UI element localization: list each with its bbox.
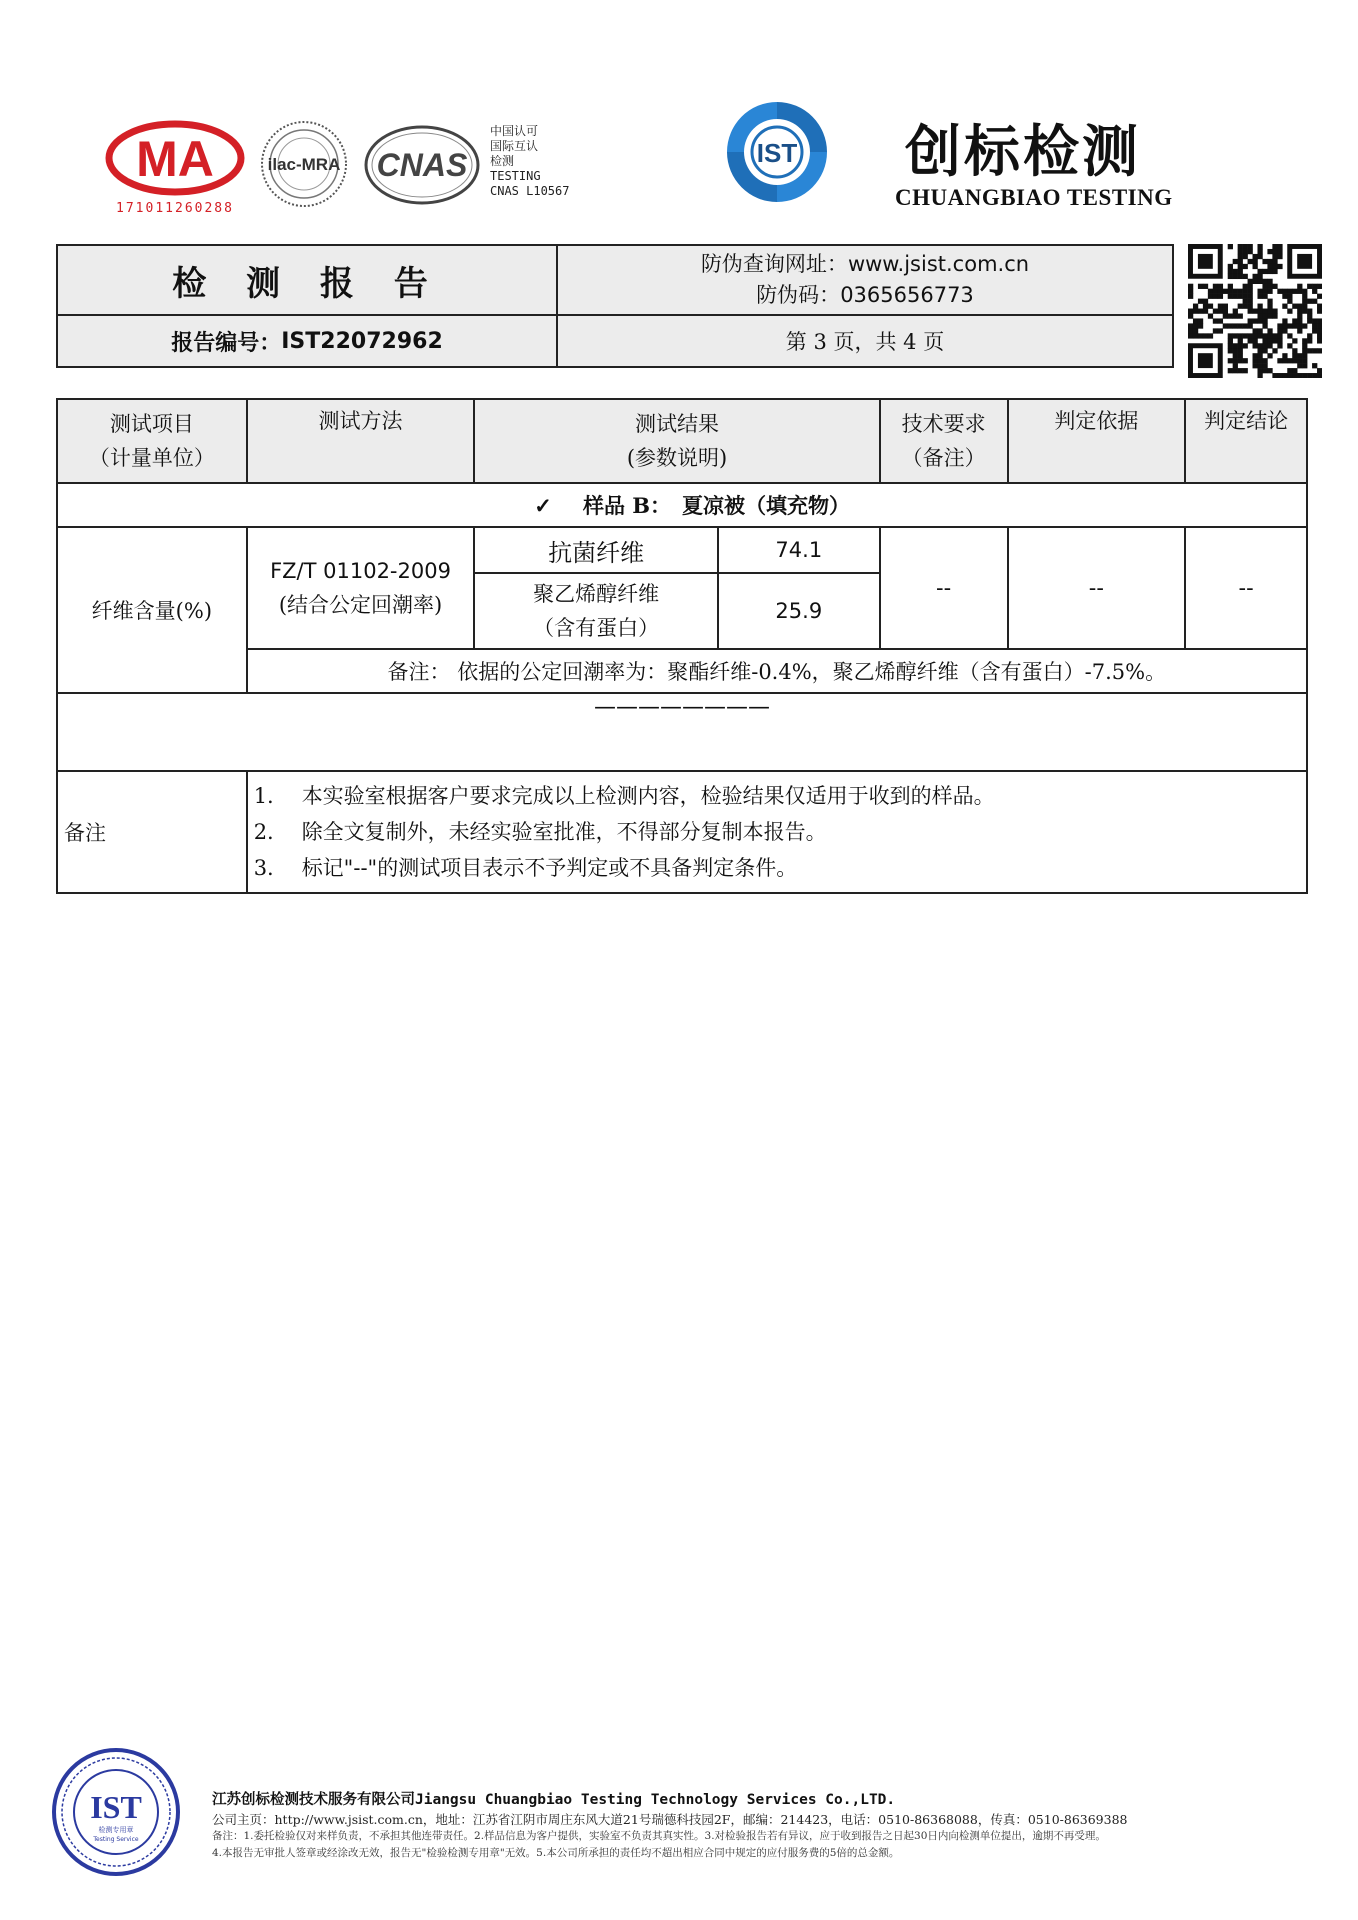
remarks-list: [247, 771, 1307, 893]
cnas-line: 中国认可: [490, 124, 539, 138]
list-number: 1.: [253, 784, 274, 808]
seal-text: IST: [90, 1789, 142, 1825]
column-header: 测试方法: [247, 399, 475, 483]
footer-notes-line: 4.本报告无审批人签章或经涂改无效，报告无"检验检测专用章"无效。5.本公司所承担的责任均不超出相应合同中规定的应付服务费的5倍的总金额。: [212, 1847, 900, 1859]
verify-code-line: [756, 280, 974, 311]
end-separator: [57, 693, 1307, 771]
cnas-line: CNAS L10567: [490, 184, 570, 198]
ilac-text: ilac-MRA: [267, 155, 341, 174]
cma-logo-text: MA: [136, 131, 214, 187]
verify-code: 0365656773: [840, 283, 974, 307]
list-number: 2.: [253, 820, 274, 844]
footer-contact: 公司主页：http://www.jsist.com.cn，地址：江苏省江阴市周庄东风大道21号瑞德科技园2F，邮编：214423，电话：0510-86368088，传真：0510-86369388: [212, 1812, 1128, 1827]
results-table: [56, 398, 1308, 894]
judgement-basis: --: [1008, 527, 1186, 649]
page-indicator: 第 3 页，共 4 页: [558, 316, 1172, 366]
cnas-text: CNAS: [376, 147, 468, 183]
test-item: 纤维含量(%): [57, 527, 247, 693]
verify-url-line: [701, 249, 1029, 280]
brand-name-en: CHUANGBIAO TESTING: [895, 185, 1173, 210]
cma-logo: [105, 118, 245, 218]
list-text: 标记"--"的测试项目表示不予判定或不具备判定条件。: [301, 856, 798, 880]
sample-label: 样品 B：: [582, 493, 672, 518]
verification-info: [558, 246, 1172, 316]
sample-cell: [57, 483, 1307, 527]
report-number: [58, 316, 558, 366]
report-header: [56, 244, 1174, 368]
ilac-mra-logo: [258, 118, 350, 210]
footer-company: 江苏创标检测技术服务有限公司Jiangsu Chuangbiao Testing Technology Services Co.,LTD.: [212, 1792, 896, 1808]
verify-url[interactable]: www.jsist.com.cn: [847, 252, 1030, 276]
separator-row: [57, 693, 1307, 771]
qr-code[interactable]: [1188, 244, 1322, 378]
table-header-row: [57, 399, 1307, 483]
cma-number: 171011260288: [116, 201, 234, 216]
list-text: 本实验室根据客户要求完成以上检测内容，检验结果仅适用于收到的样品。: [301, 784, 995, 808]
moisture-note: 备注： 依据的公定回潮率为：聚酯纤维-0.4%，聚乙烯醇纤维（含有蛋白）-7.5%。: [247, 649, 1307, 693]
column-header: 测试项目 （计量单位）: [57, 399, 247, 483]
cnas-line: TESTING: [490, 169, 541, 183]
technical-requirement: --: [880, 527, 1008, 649]
check-icon: ✓: [534, 493, 552, 518]
remarks-row: [57, 771, 1307, 893]
cnas-line: 检测: [490, 154, 515, 168]
ist-logo: [718, 96, 836, 208]
sample-row: [57, 483, 1307, 527]
cnas-accreditation-text: [490, 124, 569, 199]
seal-subtext: 检测专用章: [98, 1826, 134, 1834]
report-title: 检 测 报 告: [58, 246, 558, 316]
column-header: 判定结论: [1185, 399, 1307, 483]
column-header: 测试结果 (参数说明): [474, 399, 879, 483]
verify-code-label: 防伪码：: [756, 283, 841, 307]
list-item: [254, 814, 1306, 850]
judgement-conclusion: --: [1185, 527, 1307, 649]
list-item: [254, 850, 1306, 886]
footer-notes-line: 备注：1.委托检验仅对来样负责，不承担其他连带责任。2.样品信息为客户提供，实验室不负责其真实性。3.对检验报告若有异议，应于收到报告之日起30日内向检测单位提出，逾期不再受理。: [212, 1830, 1106, 1842]
separator-line: ————————: [594, 695, 770, 720]
test-method: FZ/T 01102-2009 (结合公定回潮率): [247, 527, 475, 649]
seal-en: Testing Service: [93, 1836, 139, 1843]
report-number-value: IST22072962: [281, 328, 443, 354]
brand-name-cn: 创标检测: [905, 119, 1141, 185]
list-text: 除全文复制外，未经实验室批准，不得部分复制本报告。: [301, 820, 827, 844]
footer-notes: [212, 1828, 1332, 1862]
sample-name: 夏凉被（填充物）: [682, 493, 850, 518]
ist-logo-text: IST: [756, 138, 798, 168]
list-number: 3.: [253, 856, 274, 880]
result-value: 74.1: [718, 527, 880, 573]
list-item: [254, 778, 1306, 814]
cnas-line: 国际互认: [490, 139, 539, 153]
column-header: 技术要求 （备注）: [880, 399, 1008, 483]
result-name: 抗菌纤维: [474, 527, 718, 573]
result-value: 25.9: [718, 573, 880, 649]
result-name: 聚乙烯醇纤维 （含有蛋白）: [474, 573, 718, 649]
verify-url-label: 防伪查询网址：: [700, 252, 848, 276]
ist-seal: [50, 1746, 182, 1878]
remarks-label: 备注: [57, 771, 247, 893]
table-row: [57, 527, 1307, 573]
column-header: 判定依据: [1008, 399, 1186, 483]
report-number-label: 报告编号：: [171, 330, 282, 356]
cnas-logo: [362, 122, 482, 208]
